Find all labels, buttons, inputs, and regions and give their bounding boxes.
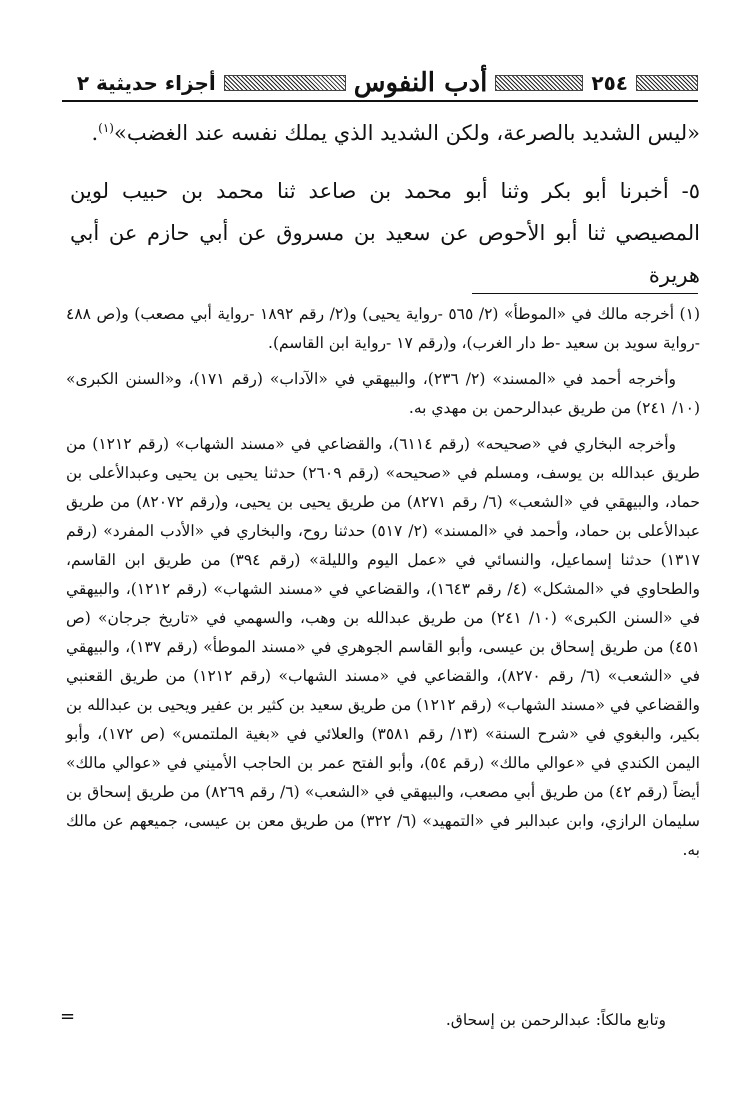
footnote-paragraph: وأخرجه البخاري في «صحيحه» (رقم ٦١١٤)، والقضاعي في «مسند الشهاب» (رقم ١٢١٢) من طريق عبدالله بن يوسف، ومسلم في «صحيحه» (رقم ٢٦٠٩) حدثنا يحيى بن يحيى وعبدالأعلى بن حماد، والبيهقي في «الشعب» (٦/ رقم ٨٢٧١) من طريق يحيى بن يحيى، و(رقم ٨٢٠٧٢) من طريق عبدالأعلى بن حماد، وأحمد في «المسند» (٢/ ٥١٧) حدثنا روح، والبخاري في «الأدب المفرد» (رقم ١٣١٧) حدثنا إسماعيل، والنسائي في «عمل اليوم والليلة» (رقم ٣٩٤) من طريق ابن القاسم، والطحاوي في «المشكل» (٤/ رقم ١٦٤٣)، والقضاعي في «مسند الشهاب» (رقم ١٢١٢)، والبيهقي في «السنن الكبرى» (١٠/ ٢٤١) من طريق عبدالله بن وهب، والسهمي في «تاريخ جرجان» (ص ٤٥١) من طريق إسحاق بن عيسى، وأبو القاسم الجوهري في «مسند الموطأ» (رقم ١٣٧)، والبيهقي في «الشعب» (٦/ رقم ٨٢٧٠)، والقضاعي في «مسند الشهاب» (رقم ١٢١٢) من طريق القعنبي والقضاعي في «مسند الشهاب» (رقم ١٢١٢) من طريق سعيد بن كثير بن عفير ويحيى بن عبدالله بن بكير، والبغوي في «شرح السنة» (١٣/ رقم ٣٥٨١) والعلائي في «بغية الملتمس» (ص ١٧٢)، وأبو اليمن الكندي في «عوالي مالك» (رقم ٥٤)، وأبو الفتح عمر بن الحاجب الأميني في «عوالي مالك» أيضاً (رقم ٤٢) من طريق أبي مصعب، والبيهقي في «الشعب» (٦/ رقم ٨٢٦٩) من طريق إسحاق بن سليمان الرازي، وابن عبدالبر في «التمهيد» (٦/ ٣٢٢) من طريق معن بن عيسى، جميعهم عن مالك به. [66, 435, 701, 859]
hadith-text [70, 112, 700, 154]
continuation-mark: = [60, 1006, 76, 1027]
series-title: أجزاء حديثية ٢ [76, 71, 216, 95]
footnote-1: (١) أخرجه مالك في «الموطأ» (٢/ ٥٦٥ -رواية يحيى) و(٢/ رقم ١٨٩٢ -رواية أبي مصعب) و(ص ٤٨٨ -رواية سويد بن سعيد -ط دار الغرب)، و(رقم ١٧ -رواية ابن القاسم). [66, 305, 700, 352]
footnote-paragraph: وأخرجه أحمد في «المسند» (٢/ ٢٣٦)، والبيهقي في «الآداب» (رقم ١٧١)، و«السنن الكبرى» (١٠/ ٢٤١) من طريق عبدالرحمن بن مهدي به. [66, 370, 700, 417]
header-ornament [495, 75, 583, 91]
main-text [70, 112, 700, 296]
footnote-ref: (١) [98, 121, 114, 135]
isnad-paragraph: ٥- أخبرنا أبو بكر وثنا أبو محمد بن صاعد ثنا محمد بن حبيب لوين المصيصي ثنا أبو الأحوص عن سعيد بن مسروق عن أبي حازم عن أبي هريرة [70, 179, 700, 287]
header-ornament [636, 75, 698, 91]
book-title: أدب النفوس [353, 68, 488, 98]
hadith-quote: «ليس الشديد بالصرعة، ولكن الشديد الذي يملك نفسه عند الغضب» [113, 121, 700, 145]
running-header [62, 66, 698, 102]
footnote-closing: وتابع مالكاً: عبدالرحمن بن إسحاق. [445, 1011, 666, 1029]
footnote-separator [472, 293, 698, 294]
sentence-end: . [91, 121, 99, 145]
page-number: ٢٥٤ [591, 71, 628, 95]
header-ornament [224, 75, 346, 91]
footnotes [66, 300, 700, 865]
